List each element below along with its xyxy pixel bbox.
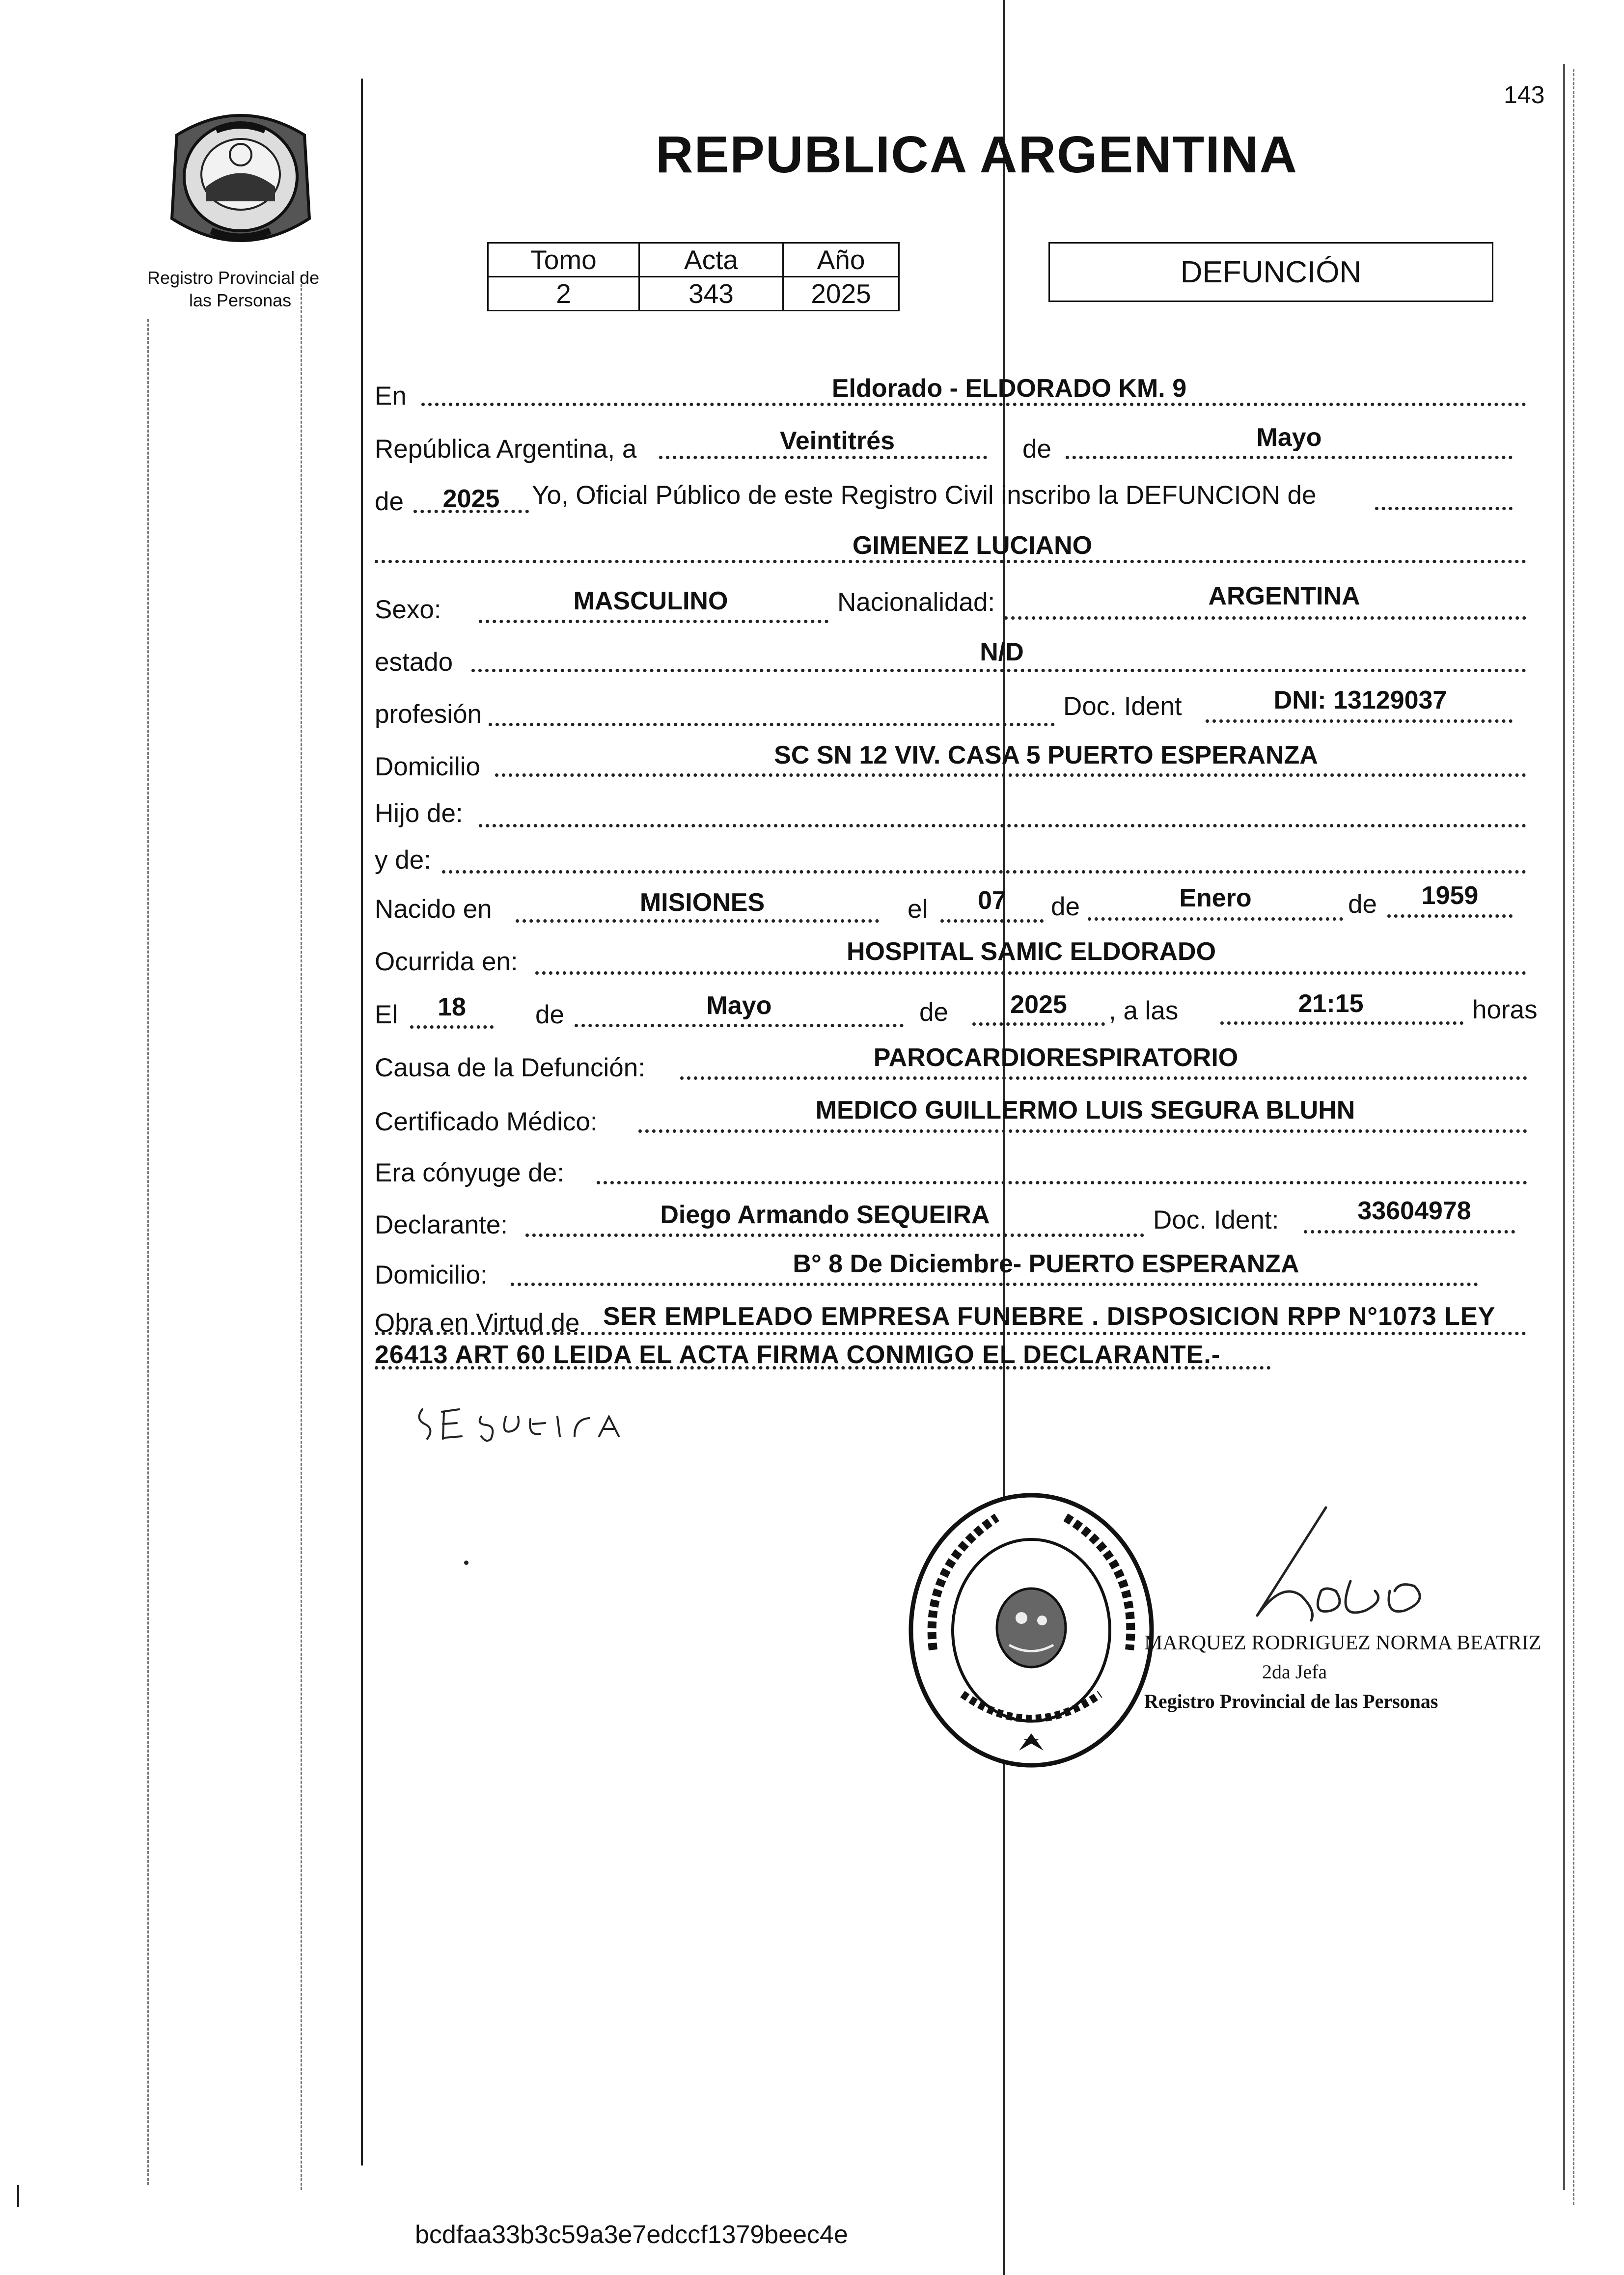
registry-stamp-icon: [904, 1488, 1159, 1773]
decl-dom-label: Domicilio:: [375, 1261, 488, 1289]
causa-label: Causa de la Defunción:: [375, 1053, 645, 1082]
center-fold-line: [1003, 0, 1005, 2275]
page-number: 143: [1504, 81, 1545, 109]
right-margin-rule: [1563, 64, 1565, 2190]
margin-dashes-1: [147, 319, 149, 2185]
ocurrida-label: Ocurrida en:: [375, 947, 518, 976]
birth-day-line: [940, 919, 1044, 923]
obra-label: Obra en Virtud de: [375, 1309, 580, 1338]
statement-text: Yo, Oficial Público de este Registro Civil inscribo la DEFUNCION de: [532, 481, 1317, 510]
obra-line-2: 26413 ART 60 LEIDA EL ACTA FIRMA CONMIGO EL DECLARANTE.-: [375, 1341, 1221, 1369]
stray-mark: [17, 2185, 19, 2207]
decl-dom-line: [511, 1283, 1478, 1286]
day-de-label: de: [1022, 435, 1051, 464]
certificado-value: MEDICO GUILLERMO LUIS SEGURA BLUHN: [815, 1096, 1355, 1124]
estado-value: N/D: [980, 638, 1024, 666]
declarante-line: [525, 1233, 1144, 1237]
hijo-line: [479, 824, 1526, 827]
obra-line-1: SER EMPLEADO EMPRESA FUNEBRE . DISPOSICION RPP N°1073 LEY: [603, 1302, 1496, 1331]
month-text-line: [1066, 456, 1513, 459]
sexo-label: Sexo:: [375, 595, 441, 624]
conyuge-label: Era cónyuge de:: [375, 1158, 564, 1187]
alas-label: , a las: [1109, 996, 1179, 1025]
official-name: MARQUEZ RODRIGUEZ NORMA BEATRIZ: [1144, 1632, 1541, 1654]
anio-value: 2025: [783, 277, 899, 311]
certificado-label: Certificado Médico:: [375, 1107, 598, 1136]
death-el-label: El: [375, 1000, 398, 1029]
yde-line: [442, 870, 1526, 874]
place-value: Eldorado - ELDORADO KM. 9: [831, 374, 1187, 403]
decl-doc-label: Doc. Ident:: [1153, 1206, 1279, 1234]
death-month-line: [575, 1024, 904, 1027]
ocurrida-value: HOSPITAL SAMIC ELDORADO: [846, 937, 1216, 966]
stray-mark: [464, 1561, 468, 1565]
profesion-label: profesión: [375, 700, 482, 729]
birth-el-label: el: [908, 895, 928, 924]
birth-month-line: [1088, 917, 1343, 921]
declarante-value: Diego Armando SEQUEIRA: [660, 1201, 990, 1229]
doc-ident-line: [1206, 719, 1513, 723]
death-day-value: 18: [438, 993, 466, 1021]
death-year-value: 2025: [1010, 990, 1067, 1019]
causa-line: [680, 1076, 1527, 1080]
death-time-value: 21:15: [1298, 989, 1364, 1018]
day-text-line: [659, 456, 987, 459]
declarant-signature: [413, 1390, 658, 1449]
acta-value: 343: [639, 277, 783, 311]
nacionalidad-label: Nacionalidad:: [837, 588, 995, 617]
official-org: Registro Provincial de las Personas: [1144, 1690, 1438, 1712]
decl-dom-value: B° 8 De Diciembre- PUERTO ESPERANZA: [793, 1250, 1299, 1278]
day-text-value: Veintitrés: [779, 427, 895, 455]
profesion-line: [489, 723, 1055, 726]
death-day-line: [410, 1025, 494, 1029]
domicilio-line: [495, 773, 1526, 777]
ocurrida-line: [535, 971, 1526, 975]
birth-de1-label: de: [1051, 892, 1080, 921]
republica-label: República Argentina, a: [375, 435, 637, 464]
declarante-label: Declarante:: [375, 1210, 508, 1239]
doc-ident-label: Doc. Ident: [1063, 692, 1182, 721]
birth-day-value: 07: [978, 886, 1006, 915]
nacido-line: [516, 919, 879, 923]
birth-month-value: Enero: [1179, 884, 1252, 912]
decl-doc-line: [1304, 1230, 1515, 1233]
official-title: 2da Jefa: [1262, 1661, 1327, 1683]
tomo-value: 2: [488, 277, 639, 311]
anio-header: Año: [783, 243, 899, 277]
nacionalidad-line: [1004, 616, 1526, 620]
place-line: [421, 403, 1526, 406]
en-label: En: [375, 382, 407, 411]
hijo-label: Hijo de:: [375, 799, 463, 828]
deceased-name: GIMENEZ LUCIANO: [852, 531, 1093, 560]
birth-year-value: 1959: [1421, 881, 1479, 910]
nacido-label: Nacido en: [375, 895, 492, 924]
left-margin-rule: [361, 79, 363, 2165]
horas-label: horas: [1472, 995, 1538, 1024]
yde-label: y de:: [375, 846, 431, 875]
conyuge-line: [597, 1181, 1527, 1184]
official-signature: [1198, 1493, 1473, 1640]
issuer-line-2: las Personas: [189, 290, 292, 310]
acta-header: Acta: [639, 243, 783, 277]
document-title: REPUBLICA ARGENTINA: [656, 126, 1298, 184]
obra-underline-2: [375, 1366, 1271, 1370]
act-type-label: DEFUNCIÓN: [1180, 255, 1362, 289]
domicilio-label: Domicilio: [375, 752, 480, 781]
registry-table: [487, 242, 900, 311]
death-month-value: Mayo: [706, 991, 772, 1020]
month-text-value: Mayo: [1256, 423, 1322, 452]
certificado-line: [638, 1129, 1527, 1133]
death-de1-label: de: [535, 1000, 564, 1029]
document-hash: bcdfaa33b3c59a3e7edccf1379beec4e: [415, 2220, 848, 2249]
statement-end-line: [1375, 507, 1513, 510]
birth-de2-label: de: [1348, 890, 1377, 919]
sexo-line: [479, 620, 828, 623]
death-time-line: [1220, 1021, 1463, 1025]
nacido-value: MISIONES: [639, 888, 765, 917]
birth-year-line: [1387, 914, 1513, 918]
deceased-name-line: [375, 560, 1526, 563]
margin-dashes-2: [301, 275, 302, 2190]
estado-label: estado: [375, 648, 453, 677]
domicilio-value: SC SN 12 VIV. CASA 5 PUERTO ESPERANZA: [774, 741, 1318, 769]
death-year-line: [972, 1022, 1105, 1026]
act-type-box: [1048, 242, 1493, 302]
year-value: 2025: [442, 485, 500, 513]
obra-underline-1: [375, 1332, 1526, 1335]
issuer-line-1: Registro Provincial de: [147, 268, 320, 288]
doc-ident-value: DNI: 13129037: [1273, 686, 1447, 714]
tomo-header: Tomo: [488, 243, 639, 277]
nacionalidad-value: ARGENTINA: [1208, 582, 1360, 610]
death-de2-label: de: [919, 998, 948, 1027]
decl-doc-value: 33604978: [1357, 1197, 1471, 1225]
causa-value: PAROCARDIORESPIRATORIO: [873, 1043, 1239, 1072]
estado-line: [471, 669, 1526, 672]
sexo-value: MASCULINO: [573, 587, 728, 615]
margin-dashes-3: [1573, 69, 1574, 2205]
provincia-misiones-seal-icon: [157, 101, 324, 258]
year-prefix-label: de: [375, 487, 404, 516]
